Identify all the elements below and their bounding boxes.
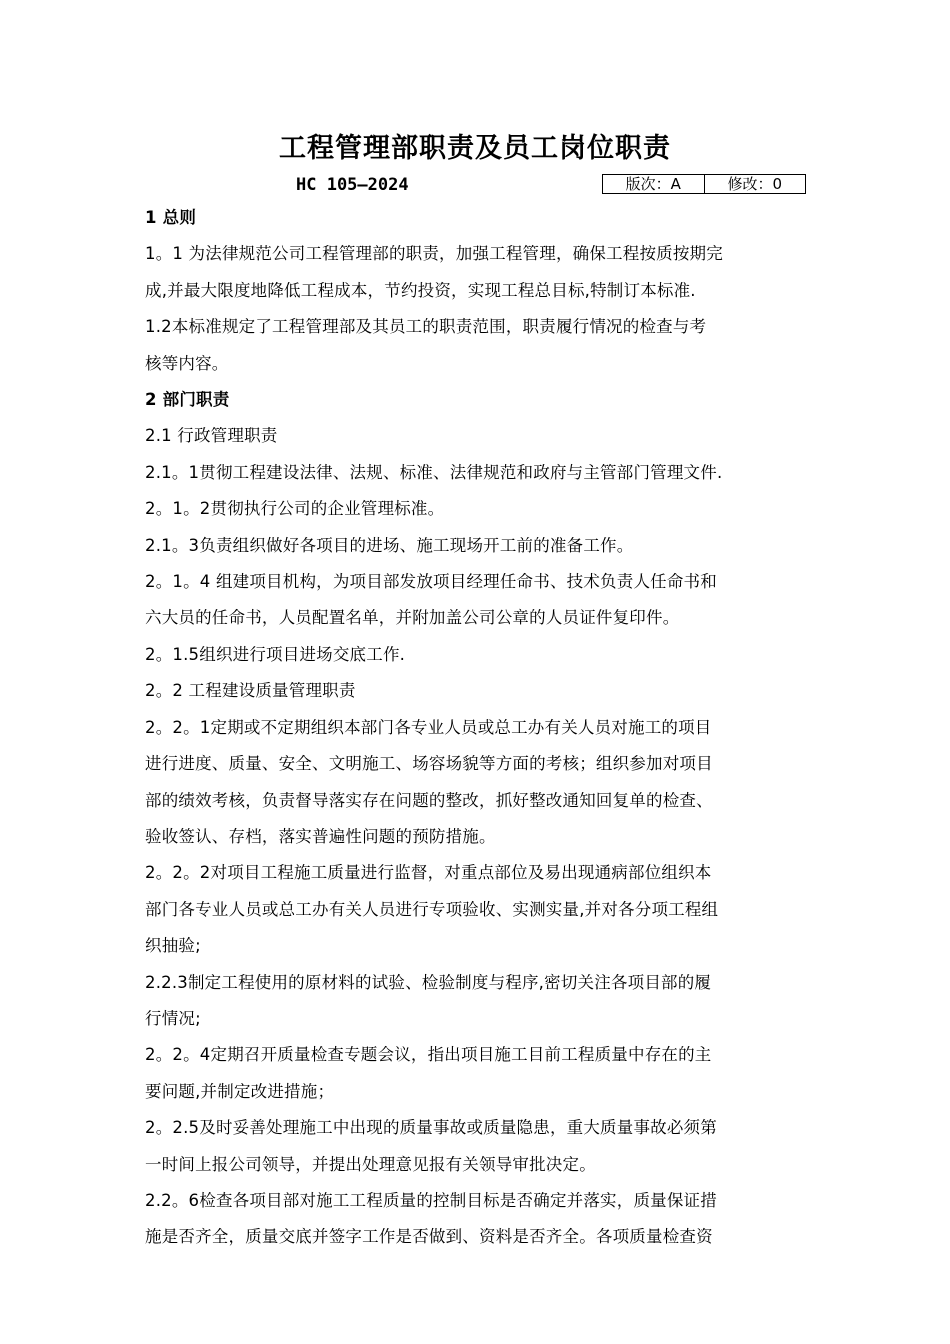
paragraph-line: 2。1.5组织进行项目进场交底工作. bbox=[145, 644, 406, 664]
paragraph-line: 1。1 为法律规范公司工程管理部的职责，加强工程管理，确保工程按质按期完 bbox=[145, 244, 723, 264]
paragraph-line: 1.2本标准规定了工程管理部及其员工的职责范围，职责履行情况的检查与考 bbox=[145, 317, 707, 337]
version-box bbox=[602, 174, 806, 194]
section-heading: 1 总则 bbox=[145, 208, 197, 227]
paragraph-line: 2。1。2贯彻执行公司的企业管理标准。 bbox=[145, 499, 445, 519]
revision-cell: 修改：0 bbox=[727, 175, 783, 193]
paragraph-line: 核等内容。 bbox=[145, 353, 229, 373]
document-body bbox=[145, 200, 810, 1256]
paragraph-line: 验收签认、存档，落实普遍性问题的预防措施。 bbox=[145, 826, 496, 846]
paragraph-line: 2。2 工程建设质量管理职责 bbox=[145, 681, 356, 701]
paragraph-line: 2.2.3制定工程使用的原材料的试验、检验制度与程序,密切关注各项目部的履 bbox=[145, 972, 712, 992]
paragraph-line: 行情况; bbox=[145, 1008, 201, 1028]
paragraph-line: 部门各专业人员或总工办有关人员进行专项验收、实测实量,并对各分项工程组 bbox=[145, 899, 719, 919]
paragraph-line: 2。2。1定期或不定期组织本部门各专业人员或总工办有关人员对施工的项目 bbox=[145, 717, 712, 737]
paragraph-line: 织抽验; bbox=[145, 936, 201, 956]
paragraph-line: 部的绩效考核，负责督导落实存在问题的整改，抓好整改通知回复单的检查、 bbox=[145, 790, 713, 810]
paragraph-line: 施是否齐全，质量交底并签字工作是否做到、资料是否齐全。各项质量检查资 bbox=[145, 1227, 713, 1247]
paragraph-line: 2。2.5及时妥善处理施工中出现的质量事故或质量隐患，重大质量事故必须第 bbox=[145, 1118, 717, 1138]
section-heading: 2 部门职责 bbox=[145, 390, 230, 410]
document-code: HC 105—2024 bbox=[296, 175, 409, 195]
document-title: 工程管理部职责及员工岗位职责 bbox=[279, 133, 671, 164]
paragraph-line: 要问题,并制定改进措施； bbox=[145, 1081, 335, 1101]
version-cell: 版次：A bbox=[603, 175, 705, 193]
paragraph-line: 六大员的任命书，人员配置名单，并附加盖公司公章的人员证件复印件。 bbox=[145, 608, 680, 628]
paragraph-line: 2.2。6检查各项目部对施工工程质量的控制目标是否确定并落实，质量保证措 bbox=[145, 1190, 717, 1210]
paragraph-line: 2。2。2对项目工程施工质量进行监督，对重点部位及易出现通病部位组织本 bbox=[145, 863, 712, 883]
paragraph-line: 成,并最大限度地降低工程成本，节约投资，实现工程总目标,特制订本标准. bbox=[145, 280, 696, 300]
paragraph-line: 2。2。4定期召开质量检查专题会议，指出项目施工目前工程质量中存在的主 bbox=[145, 1045, 712, 1065]
paragraph-line: 一时间上报公司领导，并提出处理意见报有关领导审批决定。 bbox=[145, 1154, 596, 1174]
paragraph-line: 进行进度、质量、安全、文明施工、场容场貌等方面的考核；组织参加对项目 bbox=[145, 754, 713, 774]
paragraph-line: 2.1 行政管理职责 bbox=[145, 426, 278, 446]
paragraph-line: 2。1。4 组建项目机构，为项目部发放项目经理任命书、技术负责人任命书和 bbox=[145, 572, 717, 592]
paragraph-line: 2.1。1贯彻工程建设法律、法规、标准、法律规范和政府与主管部门管理文件. bbox=[145, 462, 723, 482]
paragraph-line: 2.1。3负责组织做好各项目的进场、施工现场开工前的准备工作。 bbox=[145, 535, 634, 555]
